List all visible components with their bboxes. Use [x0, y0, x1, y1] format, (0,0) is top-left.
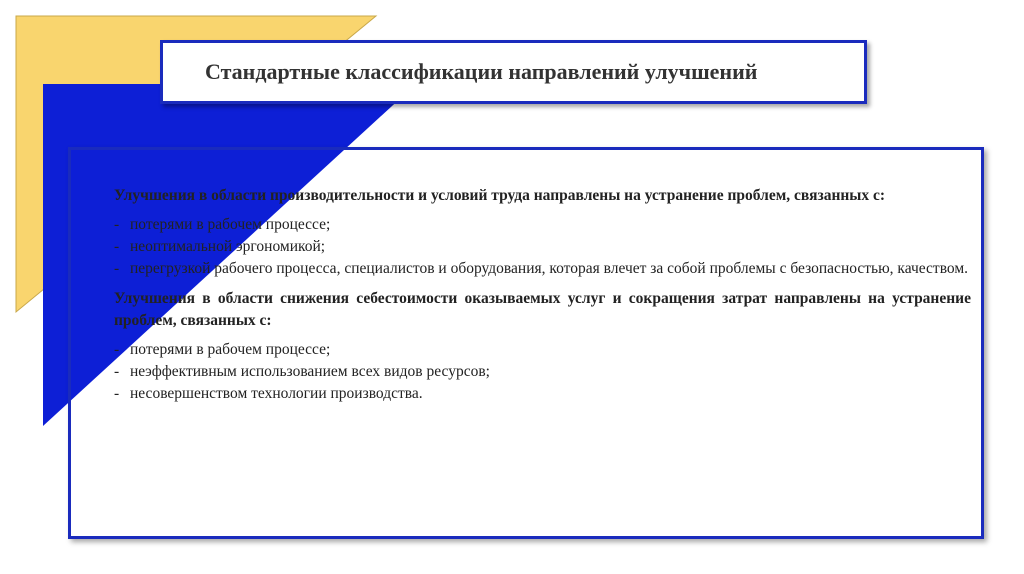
section-heading: Улучшения в области снижения себестоимости оказываемых услуг и сокращения затрат направлены на устранение проблем, связанных с:	[114, 290, 971, 329]
bullet-list	[114, 339, 971, 405]
list-item: - потерями в рабочем процессе;	[114, 339, 971, 361]
section-heading: Улучшения в области производительности и условий труда направлены на устранение проблем, связанных с:	[114, 187, 886, 204]
list-item: - неоптимальной эргономикой;	[114, 236, 971, 258]
content-body	[114, 185, 971, 413]
list-item: - несовершенством технологии производства.	[114, 383, 971, 405]
page-title: Стандартные классификации направлений улучшений	[205, 59, 758, 84]
list-item: - неэффективным использованием всех видов ресурсов;	[114, 361, 971, 383]
list-item: - потерями в рабочем процессе;	[114, 214, 971, 236]
list-item: - перегрузкой рабочего процесса, специалистов и оборудования, которая влечет за собой проблемы с безопасностью, качеством.	[114, 258, 971, 280]
bullet-list	[114, 214, 971, 280]
title-box	[160, 40, 867, 104]
content-box	[68, 147, 984, 539]
